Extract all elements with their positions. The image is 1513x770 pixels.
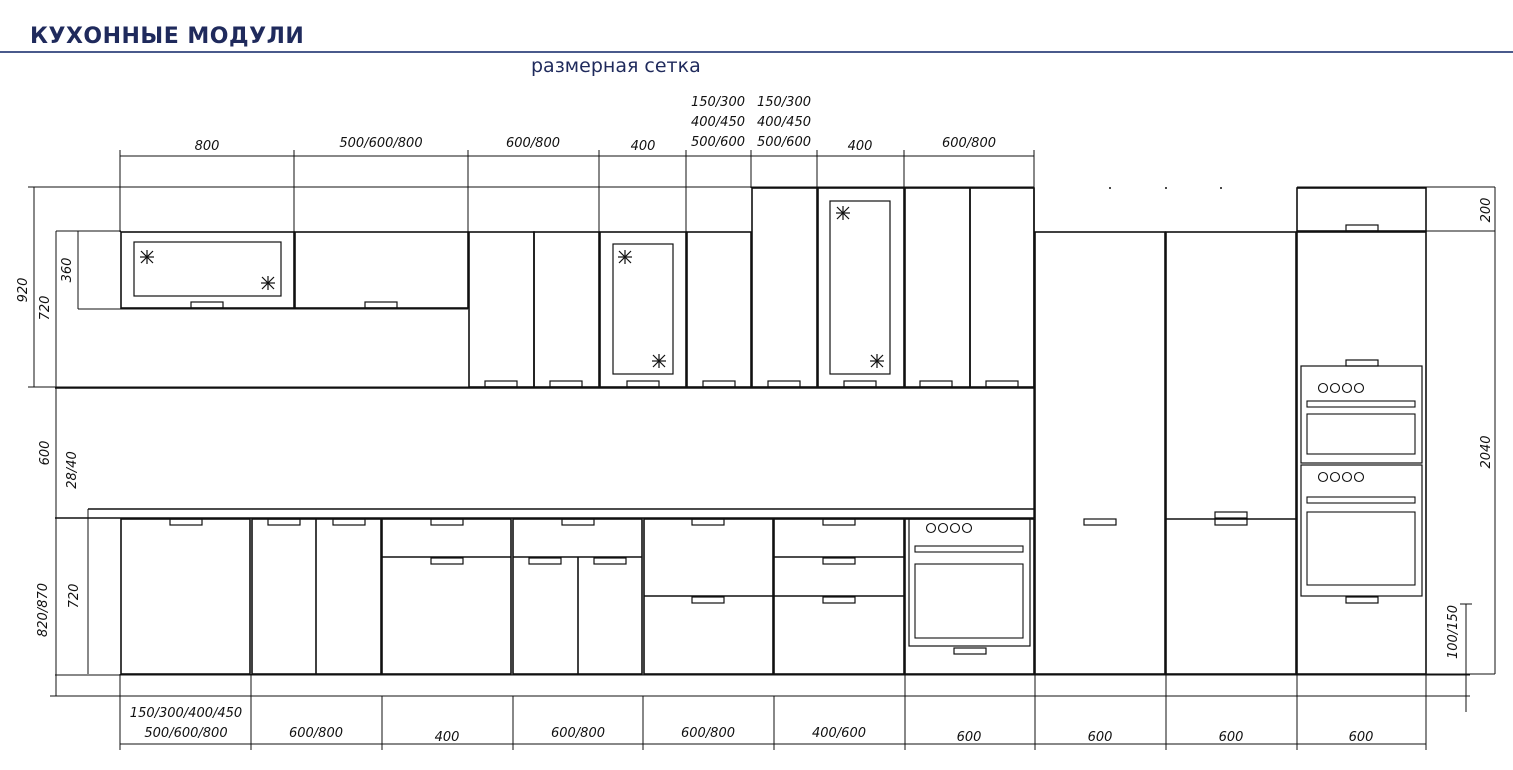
bottom-width-labels	[130, 706, 1374, 745]
dim-720-base: 720	[67, 583, 82, 609]
dim-2040: 2040	[1479, 435, 1494, 469]
top-width-multi-b-1: 150/300	[756, 95, 812, 110]
base-cabinet-1	[121, 519, 250, 674]
upper-cabinet-600-800-a	[469, 232, 534, 387]
upper-cabinet-tall-a	[752, 188, 817, 387]
upper-cabinet-short	[295, 232, 468, 308]
top-width-labels	[195, 136, 996, 154]
worktop	[55, 188, 1034, 518]
bottom-width-2: 600/800	[288, 726, 344, 741]
dim-28-40: 28/40	[65, 451, 80, 489]
right-dim-labels	[1446, 198, 1494, 659]
base-oven-cabinet	[905, 519, 1034, 674]
dim-360: 360	[60, 257, 75, 283]
bottom-width-8: 600	[1087, 730, 1113, 745]
top-width-multi-a-1: 150/300	[690, 95, 746, 110]
bottom-width-9: 600	[1218, 730, 1244, 745]
handle	[365, 302, 397, 308]
top-width-multi-b	[757, 95, 811, 150]
top-width-multi-b-3: 500/600	[756, 135, 812, 150]
top-width-multi-b-2: 400/450	[756, 115, 812, 130]
top-width-800: 800	[194, 139, 220, 154]
dim-100-150: 100/150	[1446, 604, 1461, 660]
upper-cabinet-600-800-b	[534, 232, 599, 387]
dim-600: 600	[38, 440, 53, 466]
handle	[191, 302, 223, 308]
top-width-400-a: 400	[630, 139, 656, 154]
bottom-width-10: 600	[1348, 730, 1374, 745]
top-width-multi-a-3: 500/600	[690, 135, 746, 150]
tall-column-2	[1166, 232, 1296, 674]
bottom-width-5: 600/800	[680, 726, 736, 741]
page-subtitle: размерная сетка	[531, 55, 701, 77]
bottom-width-7: 600	[956, 730, 982, 745]
bottom-width-1-line1: 150/300/400/450	[129, 706, 243, 721]
upper-cabinet-tall-c	[970, 188, 1034, 387]
top-dimension-row	[34, 150, 1495, 232]
top-width-multi-a	[691, 95, 745, 150]
top-width-600-800: 600/800	[505, 136, 561, 151]
top-width-600-800-b: 600/800	[941, 136, 997, 151]
tall-column-ovens	[1297, 232, 1426, 674]
left-dim-labels	[16, 258, 82, 637]
dim-200: 200	[1479, 197, 1494, 223]
bottom-width-3: 400	[434, 730, 460, 745]
bottom-width-4: 600/800	[550, 726, 606, 741]
top-width-400-b: 400	[847, 139, 873, 154]
upper-cabinets	[34, 188, 1034, 387]
bottom-width-6: 400/600	[811, 726, 867, 741]
base-cabinet-3	[382, 519, 511, 674]
glass-marks	[140, 206, 884, 368]
top-width-500-600-800: 500/600/800	[339, 136, 423, 151]
top-width-multi-a-2: 400/450	[690, 115, 746, 130]
base-cabinets	[55, 519, 1470, 675]
dots	[1109, 187, 1222, 189]
upper-cabinet-tall-b	[905, 188, 970, 387]
upper-cabinet-glass-800	[121, 232, 294, 308]
bottom-width-1-line2: 500/600/800	[144, 726, 228, 741]
dim-820-870: 820/870	[36, 582, 51, 638]
dim-720-upper: 720	[38, 295, 53, 321]
upper-cabinet-narrow	[687, 232, 751, 387]
dim-920: 920	[16, 277, 31, 303]
tall-column-1	[1035, 232, 1165, 674]
upper-cabinet-tall-glass	[818, 188, 904, 387]
tall-columns	[1035, 188, 1495, 674]
left-dimensions	[28, 187, 1470, 696]
page-title: КУХОННЫЕ МОДУЛИ	[30, 24, 305, 49]
